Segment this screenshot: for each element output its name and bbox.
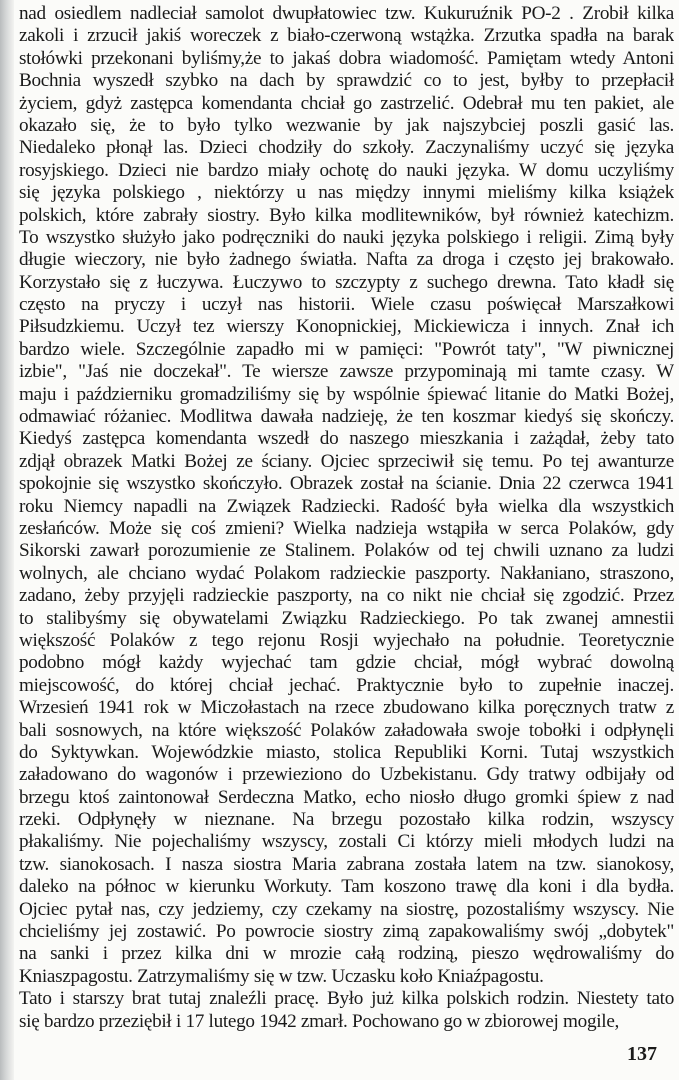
- text-line: się języka polskiego , niektórzy u nas między innymi mieliśmy kilka książek: [19, 182, 674, 204]
- text-line: daleko na północ w kierunku Workuty. Tam koszono trawę dla koni i dla bydła.: [19, 876, 674, 898]
- text-line: maju i październiku gromadziliśmy się by wspólnie śpiewać litanie do Matki Bożej,: [19, 383, 674, 405]
- text-line: tzw. sianokosach. I nasza siostra Maria zabrana została latem na tzw. sianokosy,: [19, 853, 674, 875]
- text-line: Kiedyś zastępca komendanta wszedł do naszego mieszkania i zażądał, żeby tato: [19, 428, 674, 450]
- text-line: brzegu ktoś zaintonował Serdeczna Matko, echo niosło długo gromki śpiew z nad: [19, 786, 674, 808]
- text-line: Niedaleko płonął las. Dzieci chodziły do szkoły. Zaczynaliśmy uczyć się języka: [19, 137, 674, 159]
- text-line: się bardzo przeziębił i 17 lutego 1942 zmarł. Pochowano go w zbiorowej mogile,: [19, 1010, 620, 1032]
- text-line: bardzo wiele. Szczególnie zapadło mi w pamięci: "Powrót taty", "W piwnicznej: [19, 338, 674, 360]
- text-line: długie wieczory, nie było żadnego światła. Nafta za droga i często jej brakowało.: [19, 249, 674, 271]
- text-line: Piłsudzkiemu. Uczył tez wierszy Konopnickiej, Mickiewicza i innych. Znał ich: [19, 316, 674, 338]
- text-line: Wrzesień 1941 rok w Miczołastach na rzece zbudowano kilka poręcznych tratw z: [19, 697, 674, 719]
- text-line: polskich, które zabrały siostry. Było kilka modlitewników, był również katechizm.: [19, 204, 674, 226]
- text-line: stołówki przekonani byliśmy,że to jakaś dobra wiadomość. Pamiętam wtedy Antoni: [19, 47, 674, 69]
- text-line: rosyjskiego. Dzieci nie bardzo miały ochotę do nauki języka. W domu uczyliśmy: [19, 159, 674, 181]
- text-line: życiem, gdyż zastępca komendanta chciał go zastrzelić. Odebrał mu ten pakiet, ale: [19, 92, 674, 114]
- text-line: płakaliśmy. Nie pojechaliśmy wszyscy, zostali Ci którzy mieli młodych ludzi na: [19, 831, 674, 853]
- text-line: roku Niemcy napadli na Związek Radziecki. Radość była wielka dla wszystkich: [19, 495, 674, 517]
- text-line: to stalibyśmy się obywatelami Związku Radzieckiego. Po tak zwanej amnestii: [19, 607, 674, 629]
- text-line: izbie", "Jaś nie doczekał". Te wiersze zawsze przypominają mi tamte czasy. W: [19, 361, 674, 383]
- text-line: zadano, żeby przyjęli radzieckie paszporty, na co nikt nie chciał się zgodzić. Przez: [19, 585, 674, 607]
- text-line: Korzystało się z łuczywa. Łuczywo to szczypty z suchego drewna. Tato kładł się: [19, 271, 674, 293]
- text-line: Ojciec pytał nas, czy jedziemy, czy czekamy na siostrę, pozostaliśmy wszyscy. Nie: [19, 898, 674, 920]
- text-line: Tato i starszy brat tutaj znaleźli pracę. Było już kilka polskich rodzin. Niestety tato: [19, 988, 674, 1010]
- text-line: zdjął obrazek Matki Bożej ze ściany. Ojciec sprzeciwił się temu. Po tej awanturze: [19, 450, 674, 472]
- text-line: zakoli i zrzucił jakiś woreczek z biało-czerwoną wstążka. Zrzutka spadła na barak: [19, 25, 674, 47]
- text-line: bali sosnowych, na które większość Polaków załadowała swoje tobołki i odpłynęli: [19, 719, 674, 741]
- text-line: na sanki i przez kilka dni w mrozie całą rodziną, pieszo wędrowaliśmy do: [19, 943, 674, 965]
- text-line: rzeki. Odpłynęły w nieznane. Na brzegu pozostało kilka rodzin, wszyscy: [19, 809, 674, 831]
- page-body-text: [19, 3, 674, 1033]
- page-edge-shadow: [0, 0, 14, 1080]
- text-line: Sikorski zawarł porozumienie ze Stalinem. Polaków od tej chwili uznano za ludzi: [19, 540, 674, 562]
- page-number: 137: [627, 1043, 657, 1065]
- text-line: Bochnia wyszedł szybko na dach by sprawdzić co to jest, byłby to przepłacił: [19, 70, 674, 92]
- text-line: chcieliśmy jej zostawić. Po powrocie siostry zimą zapakowaliśmy swój „dobytek": [19, 921, 674, 943]
- text-line: większość Polaków z tego rejonu Rosji wyjechało na południe. Teoretycznie: [19, 629, 674, 651]
- text-line: okazało się, że to było tylko wezwanie by jak najszybciej poszli gasić las.: [19, 114, 674, 136]
- text-line: Kniaszpagostu. Zatrzymaliśmy się w tzw. Uczasku koło Kniaźpagostu.: [19, 965, 544, 987]
- text-line: do Syktywkan. Wojewódzkie miasto, stolica Republiki Korni. Tutaj wszystkich: [19, 741, 674, 763]
- text-line: często na pryczy i uczył nas historii. Wiele czasu poświęcał Marszałkowi: [19, 294, 674, 316]
- text-line: spokojnie się wszystko skończyło. Obrazek został na ścianie. Dnia 22 czerwca 1941: [19, 473, 674, 495]
- text-line: zesłańców. Może się coś zmieni? Wielka nadzieja wstąpiła w serca Polaków, gdy: [19, 517, 674, 539]
- text-line: To wszystko służyło jako podręczniki do nauki języka polskiego i religii. Zimą były: [19, 226, 674, 248]
- text-line: nad osiedlem nadleciał samolot dwupłatowiec tzw. Kukuruźnik PO-2 . Zrobił kilka: [19, 3, 674, 24]
- text-line: miejscowość, do której chciał jechać. Praktycznie było to zupełnie inaczej.: [19, 674, 674, 696]
- text-line: wolnych, ale chciano wydać Polakom radzieckie paszporty. Nakłaniano, straszono,: [19, 562, 674, 584]
- text-line: odmawiać różaniec. Modlitwa dawała nadzieję, że ten koszmar kiedyś się skończy.: [19, 406, 674, 428]
- text-line: załadowano do wagonów i przewieziono do Uzbekistanu. Gdy tratwy odbijały od: [19, 764, 674, 786]
- text-line: podobno mógł każdy wyjechać tam gdzie chciał, mógł wybrać dowolną: [19, 652, 674, 674]
